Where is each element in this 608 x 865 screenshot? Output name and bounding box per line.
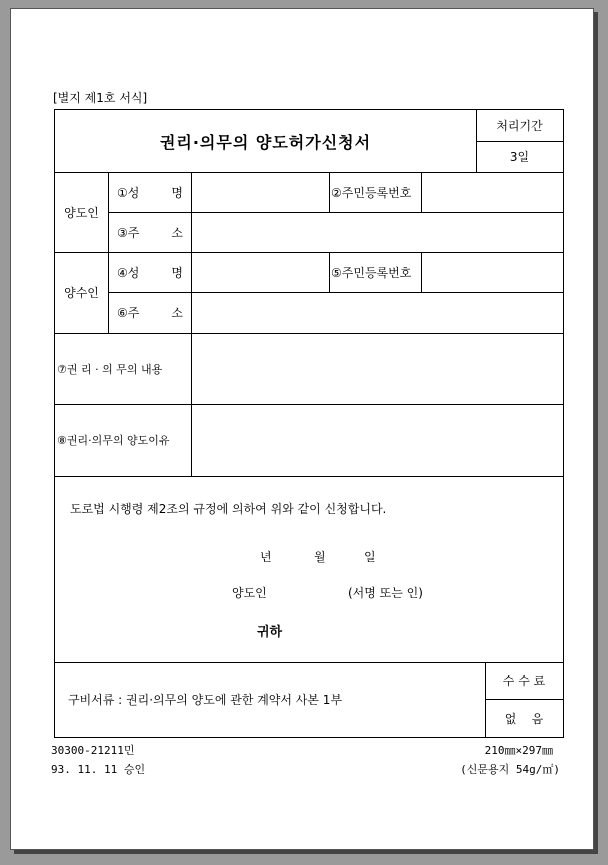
paper-type: (신문용지 54g/㎡) [460,763,560,776]
transferor-address-field[interactable] [192,212,563,252]
recipient-label: 귀하 [257,625,283,640]
date-year: 년 [260,550,272,564]
transferor-id-label: ②주민등록번호 [331,185,412,200]
transferee-address-field[interactable] [192,292,563,333]
transferor-name-field[interactable] [192,172,329,212]
application-statement: 도로법 시행령 제2조의 규정에 의하여 위와 같이 신청합니다. [70,502,387,516]
transferor-label: 양도인 [64,205,99,220]
transferee-name-field[interactable] [192,252,329,292]
processing-period-value: 3일 [509,150,530,164]
transferor-address-label: ③주 소 [117,225,183,240]
transferee-name-label: ④성 명 [117,265,183,280]
transfer-reason-field[interactable] [192,404,563,476]
date-month: 월 [314,550,326,564]
required-documents: 구비서류 : 권리·의무의 양도에 관한 계약서 사본 1부 [68,693,343,707]
fee-label: 수 수 료 [502,674,546,688]
rights-content-label: ⑦권 리 · 의 무의 내용 [57,362,163,376]
transfer-reason-label: ⑧권리·의무의 양도이유 [57,434,170,447]
transferee-id-label: ⑤주민등록번호 [331,265,412,280]
form-code: 30300-21211민 [51,744,135,757]
processing-period-label: 처리기간 [496,119,543,133]
transferor-name-label: ①성 명 [117,185,183,200]
transferor-id-field[interactable] [422,172,563,212]
transferee-id-field[interactable] [422,252,563,292]
form-page [10,8,594,850]
form-number-label: [별지 제1호 서식] [53,91,148,105]
date-day: 일 [364,550,376,564]
paper-size: 210㎜×297㎜ [484,744,553,757]
application-form-table [54,109,564,738]
form-title: 권리·의무의 양도허가신청서 [159,132,372,152]
signature-placeholder: (서명 또는 인) [348,586,423,600]
transferee-address-label: ⑥주 소 [117,306,183,320]
transferee-label: 양수인 [64,286,99,300]
rights-content-field[interactable] [192,333,563,404]
fee-value: 없 음 [504,711,544,726]
approval-date: 93. 11. 11 승인 [51,763,146,776]
applicant-label: 양도인 [232,586,267,600]
